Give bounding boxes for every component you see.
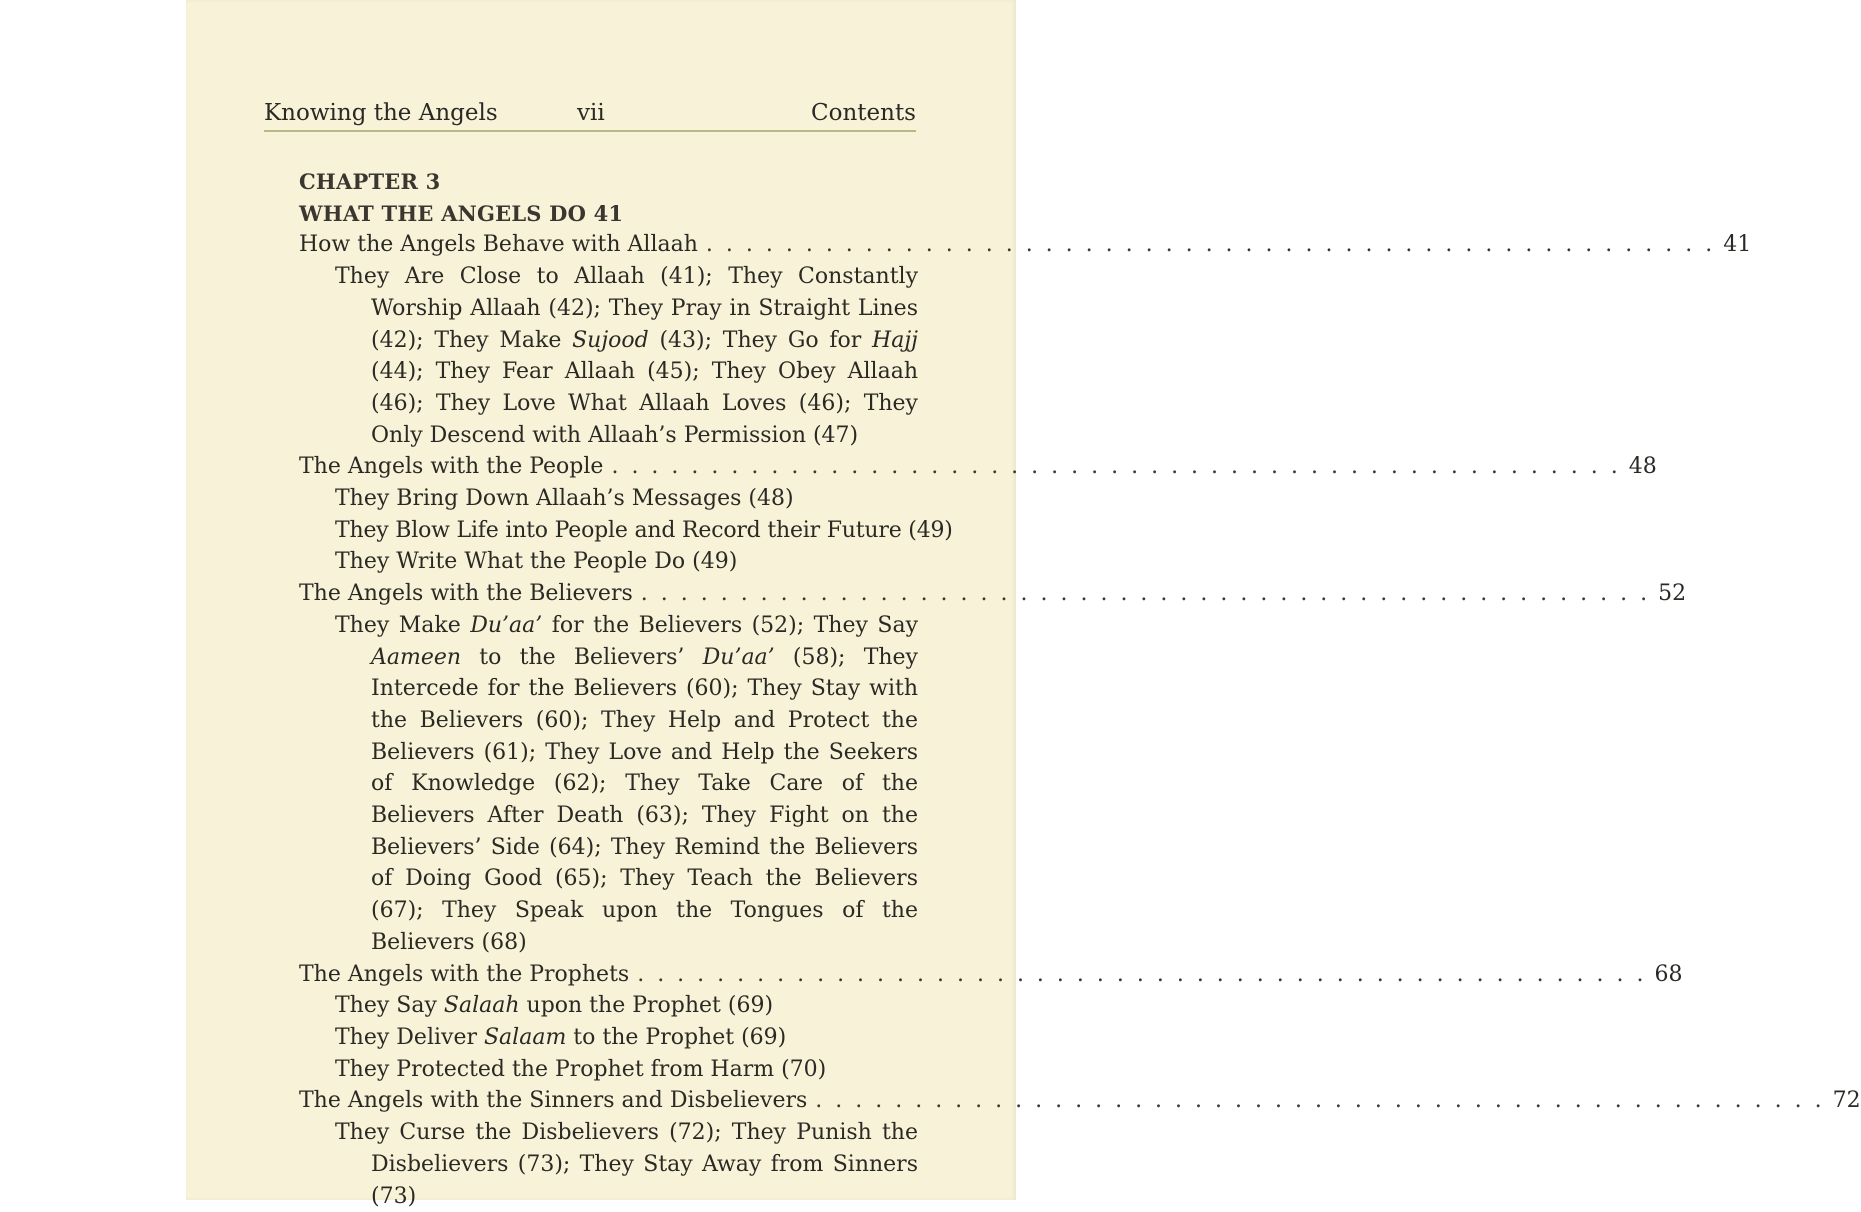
section-title: The Angels with the People bbox=[299, 454, 604, 480]
section-title: How the Angels Behave with Allaah bbox=[299, 232, 698, 258]
toc-section bbox=[299, 959, 1683, 991]
section-title: The Angels with the Prophets bbox=[299, 961, 630, 987]
toc-subentry: They Blow Life into People and Record their Future (49) bbox=[335, 517, 953, 543]
section-title: The Angels with the Believers bbox=[299, 581, 633, 607]
toc-section bbox=[299, 578, 1687, 610]
section-page: 68 bbox=[1654, 961, 1683, 987]
toc-entry: They Are Close to Allaah (41); They Constantly Worship Allaah (42); They Pray in Straight Lines (42); They Make Sujood (43); They Go for Hajj (44); They Fear Allaah (45); They Obey Allaah (46); They Love What Allaah Loves (46); They Only Descend with Allaah’s Permission (47) bbox=[335, 264, 918, 448]
table-of-contents bbox=[264, 166, 1861, 1212]
section-page: 41 bbox=[1723, 232, 1752, 258]
toc-entry: They Curse the Disbelievers (72); They Punish the Disbelievers (73); They Stay Away from Sinners (73) bbox=[335, 1120, 918, 1209]
chapter-label: CHAPTER 3 bbox=[299, 169, 441, 194]
toc-subentry: They Deliver Salaam to the Prophet (69) bbox=[335, 1024, 787, 1050]
page-number: vii bbox=[577, 100, 605, 126]
toc-section bbox=[299, 229, 1752, 261]
book-title: Knowing the Angels bbox=[264, 100, 498, 126]
toc-subentry: They Say Salaah upon the Prophet (69) bbox=[335, 993, 774, 1019]
toc-section bbox=[299, 451, 1657, 483]
toc-entry: They Make Du’aa’ for the Believers (52); They Say Aameen to the Believers’ Du’aa’ (58); They Intercede for the Believers (60); They Stay with the Believers (60); They Help and Protect the Believers (61); They Love and Help the Seekers of Knowledge (62); They Take Care of the Believers After Death (63); They Fight on the Believers’ Side (64); They Remind the Believers of Doing Good (65); They Teach the Believers (67); They Speak upon the Tongues of the Believers (68) bbox=[335, 612, 918, 955]
dot-leader: . . . . . . . . . . . . . . . . . . . . . . . . . . . . . . . . . . . . . . . . . . . . . . . . . . . bbox=[815, 1088, 1825, 1114]
dot-leader: . . . . . . . . . . . . . . . . . . . . . . . . . . . . . . . . . . . . . . . . . . . . . . . . . . . bbox=[611, 454, 1621, 480]
dot-leader: . . . . . . . . . . . . . . . . . . . . . . . . . . . . . . . . . . . . . . . . . . . . . . . . . . . bbox=[705, 232, 1716, 258]
toc-subentry: They Protected the Prophet from Harm (70) bbox=[335, 1056, 827, 1082]
dot-leader: . . . . . . . . . . . . . . . . . . . . . . . . . . . . . . . . . . . . . . . . . . . . . . . . . . . bbox=[637, 961, 1647, 987]
section-name: Contents bbox=[811, 100, 916, 126]
section-page: 72 bbox=[1832, 1088, 1861, 1114]
section-title: The Angels with the Sinners and Disbelievers bbox=[299, 1088, 808, 1114]
toc-subentry: They Bring Down Allaah’s Messages (48) bbox=[335, 486, 794, 512]
chapter-title: WHAT THE ANGELS DO 41 bbox=[299, 200, 624, 226]
running-head bbox=[264, 100, 916, 132]
dot-leader: . . . . . . . . . . . . . . . . . . . . . . . . . . . . . . . . . . . . . . . . . . . . . . . . . . . bbox=[640, 581, 1651, 607]
section-page: 52 bbox=[1658, 581, 1687, 607]
section-page: 48 bbox=[1628, 454, 1657, 480]
toc-section bbox=[299, 1085, 1861, 1117]
toc-subentry: They Write What the People Do (49) bbox=[335, 549, 738, 575]
